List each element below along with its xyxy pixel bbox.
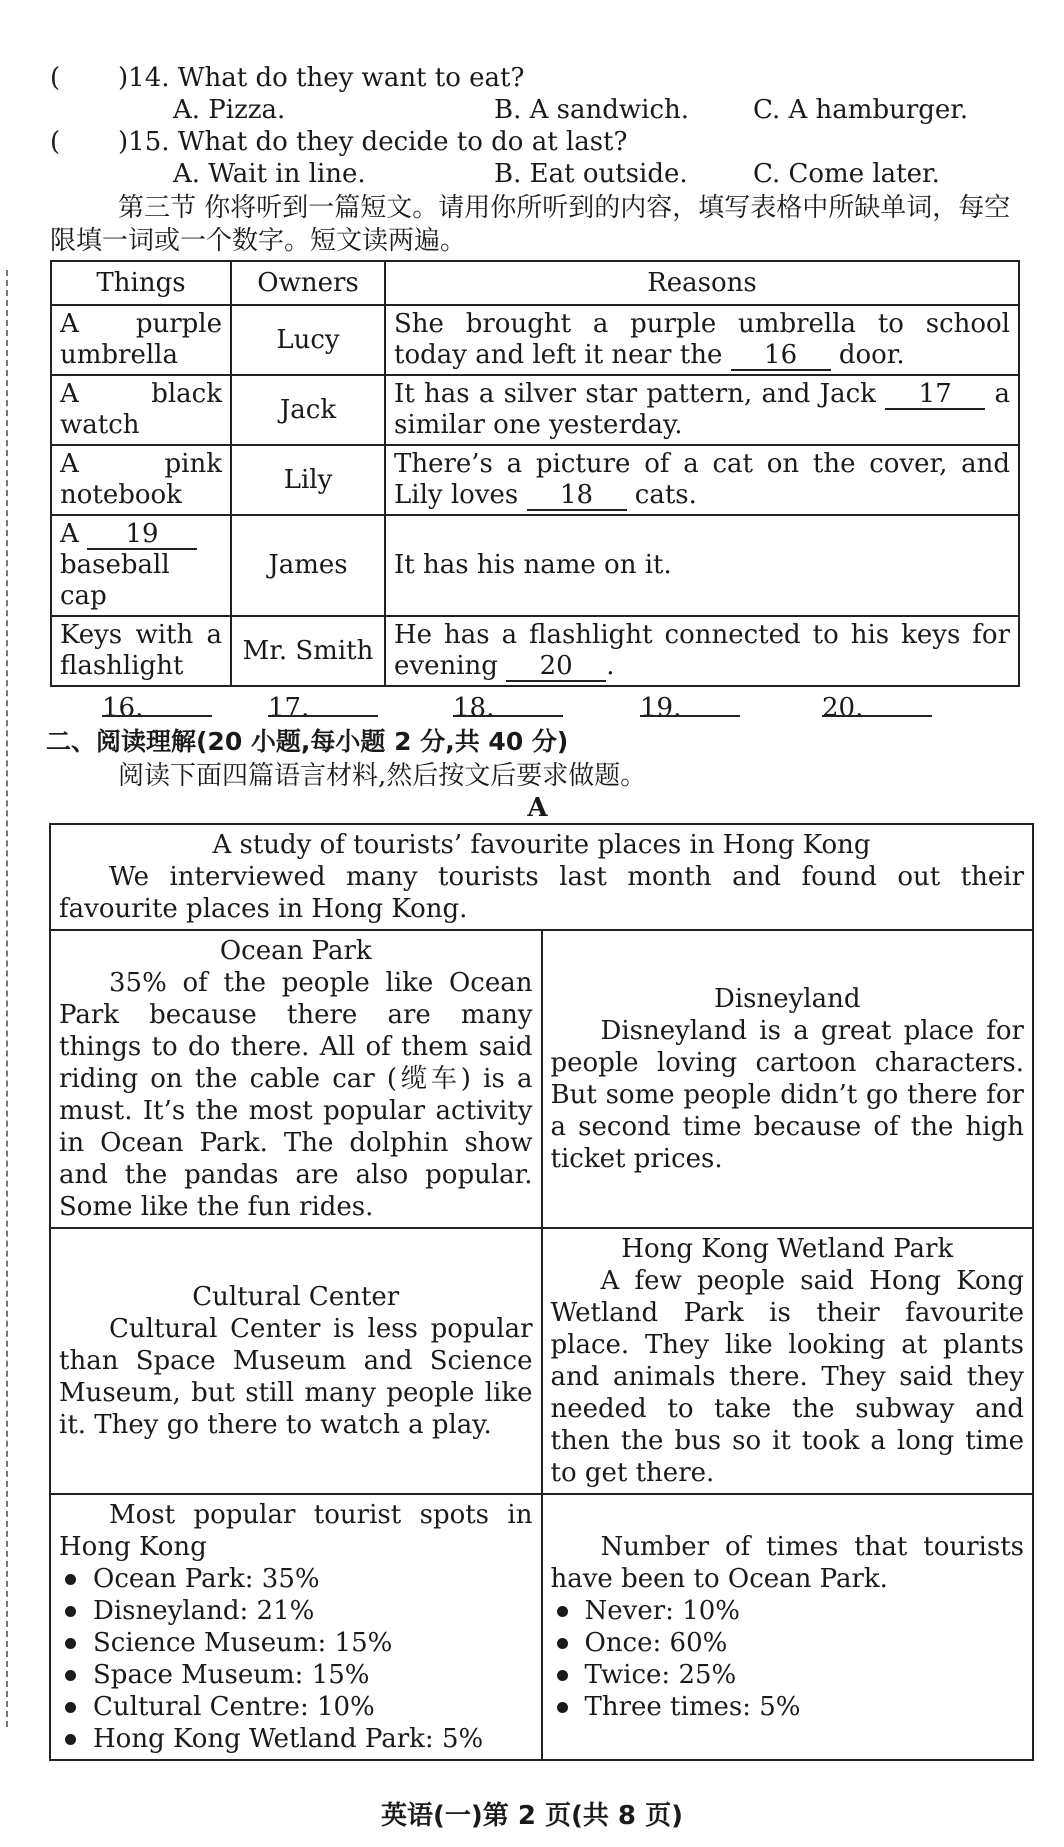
binding-margin-line [6, 270, 8, 1727]
table-row [51, 515, 1019, 616]
owner-cell: Mr. Smith [231, 616, 385, 686]
table-header-row [51, 261, 1019, 305]
exam-page [46, 62, 1025, 1761]
listening-table [50, 260, 1020, 687]
blank-19[interactable]: 19 [87, 520, 197, 550]
blank-20[interactable]: 20 [506, 652, 606, 682]
passage-intro-cell [50, 824, 1033, 930]
list-item: Disneyland: 21% [59, 1595, 533, 1627]
blank-16[interactable]: 16 [731, 341, 831, 371]
passage-row [50, 1494, 1033, 1760]
list-item: Ocean Park: 35% [59, 1563, 533, 1595]
option-c[interactable]: C. A hamburger. [753, 95, 969, 125]
header-things: Things [51, 261, 231, 305]
answer-lines: 16. 17. 18. 19. 20. [50, 691, 1025, 725]
passage-intro: We interviewed many tourists last month and found out their favourite places in Hong Kong. [59, 862, 1024, 924]
answer-line-16[interactable] [102, 691, 212, 717]
thing-cell: Keys with a flashlight [51, 616, 231, 686]
blank-18[interactable]: 18 [527, 481, 627, 511]
answer-paren[interactable]: ( [50, 63, 61, 93]
passage-heading: A study of tourists’ favourite places in Hong Kong [212, 830, 871, 860]
reason-cell: It has his name on it. [385, 515, 1019, 616]
reason-cell: She brought a purple umbrella to school today and left it near the 16 door. [385, 305, 1019, 375]
disneyland-cell [542, 930, 1034, 1228]
answer-line-19[interactable] [640, 691, 740, 717]
option-a[interactable]: A. Pizza. [173, 95, 286, 125]
visit-times-list [551, 1595, 1025, 1723]
cultural-center-text: Cultural Center is less popular than Space Museum and Science Museum, but still many people like it. They go there to watch a play. [59, 1314, 533, 1440]
popular-spots-title: Most popular tourist spots in Hong Kong [59, 1500, 533, 1562]
wetland-park-cell [542, 1228, 1034, 1494]
list-item: Cultural Centre: 10% [59, 1691, 533, 1723]
list-item: Twice: 25% [551, 1659, 1025, 1691]
ocean-park-cell [50, 930, 542, 1228]
blank-17[interactable]: 17 [885, 380, 985, 410]
visit-times-title: Number of times that tourists have been to Ocean Park. [550, 1532, 1024, 1594]
list-item: Science Museum: 15% [59, 1627, 533, 1659]
option-a[interactable]: A. Wait in line. [173, 159, 366, 189]
disneyland-title: Disneyland [713, 984, 861, 1014]
table-row [51, 375, 1019, 445]
list-item: Hong Kong Wetland Park: 5% [59, 1723, 533, 1755]
list-item: Once: 60% [551, 1627, 1025, 1659]
thing-cell: A purple umbrella [51, 305, 231, 375]
owner-cell: Lily [231, 445, 385, 515]
list-item: Space Museum: 15% [59, 1659, 533, 1691]
cultural-center-title: Cultural Center [192, 1282, 400, 1312]
header-owners: Owners [231, 261, 385, 305]
reading-passage-a [49, 823, 1034, 1761]
question-14: ( )14. What do they want to eat? [50, 63, 525, 93]
option-b[interactable]: B. Eat outside. [494, 159, 688, 189]
passage-letter: A [527, 793, 548, 823]
question-15-options [50, 158, 1025, 190]
ocean-park-text: 35% of the people like Ocean Park because there are many things to do there. All of them said riding on the cable car (缆车) is a must. It’s the most popular activity in Ocean Park. The dolphin show and the pandas are also popular. Some like the fun rides. [59, 968, 533, 1222]
section-3-instruction: 第三节 你将听到一篇短文。请用你所听到的内容，填写表格中所缺单词，每空限填一词或一个数字。短文读两遍。 [50, 193, 1011, 256]
popular-spots-list [59, 1563, 533, 1755]
page-footer: 英语(一)第 2 页(共 8 页) [381, 1801, 683, 1831]
passage-row [50, 1228, 1033, 1494]
table-row [51, 445, 1019, 515]
list-item: Three times: 5% [551, 1691, 1025, 1723]
popular-spots-cell [50, 1494, 542, 1760]
wetland-park-text: A few people said Hong Kong Wetland Park is their favourite place. They like looking at plants and animals there. They said they needed to take the subway and then the bus so it took a long time to get there. [550, 1266, 1024, 1488]
passage-header-row [50, 824, 1033, 930]
wetland-park-title: Hong Kong Wetland Park [621, 1234, 954, 1264]
answer-paren[interactable]: ( [50, 127, 61, 157]
answer-line-17[interactable] [268, 691, 378, 717]
thing-cell: A black watch [51, 375, 231, 445]
header-reasons: Reasons [385, 261, 1019, 305]
option-c[interactable]: C. Come later. [753, 159, 940, 189]
thing-cell: A 19 baseball cap [51, 515, 231, 616]
question-14-options [50, 94, 1025, 126]
owner-cell: Jack [231, 375, 385, 445]
reason-cell: There’s a picture of a cat on the cover, and Lily loves 18 cats. [385, 445, 1019, 515]
question-15: ( )15. What do they decide to do at last? [50, 127, 628, 157]
answer-line-20[interactable] [822, 691, 932, 717]
list-item: Never: 10% [551, 1595, 1025, 1627]
question-text: What do they decide to do at last? [177, 127, 628, 157]
ocean-park-title: Ocean Park [219, 936, 372, 966]
thing-cell: A pink notebook [51, 445, 231, 515]
answer-line-18[interactable] [453, 691, 563, 717]
passage-row [50, 930, 1033, 1228]
disneyland-text: Disneyland is a great place for people loving cartoon characters. But some people didn’t go there for a second time because of the high ticket prices. [550, 1016, 1024, 1174]
part-2-title: 二、阅读理解(20 小题,每小题 2 分,共 40 分) [46, 727, 569, 756]
reason-cell: He has a flashlight connected to his keys for evening 20 . [385, 616, 1019, 686]
table-row [51, 305, 1019, 375]
cultural-center-cell [50, 1228, 542, 1494]
reason-cell: It has a silver star pattern, and Jack 17 a similar one yesterday. [385, 375, 1019, 445]
part-2-subtitle: 阅读下面四篇语言材料,然后按文后要求做题。 [118, 761, 647, 791]
visit-times-cell [542, 1494, 1034, 1760]
option-b[interactable]: B. A sandwich. [494, 95, 690, 125]
owner-cell: James [231, 515, 385, 616]
owner-cell: Lucy [231, 305, 385, 375]
table-row [51, 616, 1019, 686]
question-text: What do they want to eat? [177, 63, 525, 93]
